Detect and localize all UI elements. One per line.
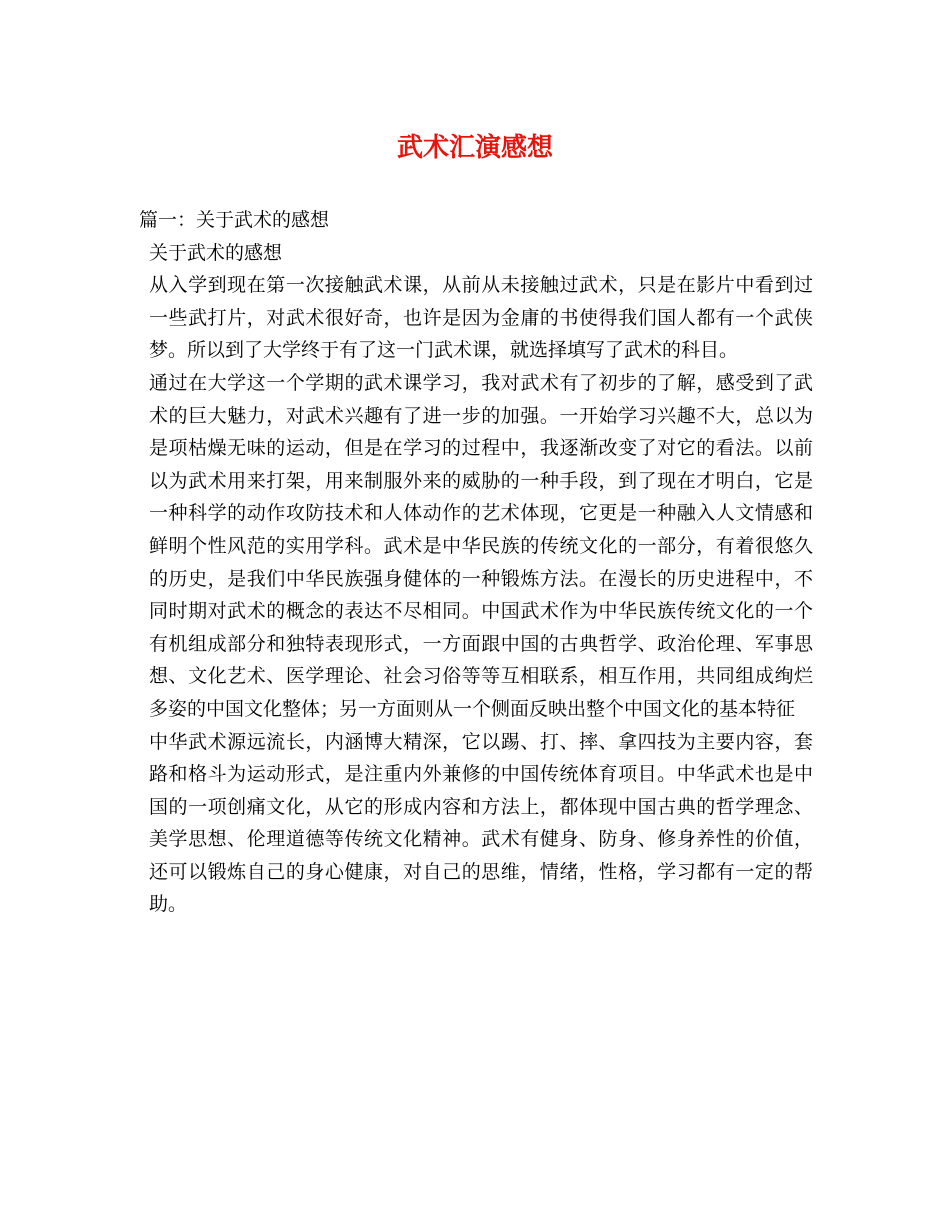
body-paragraph: 通过在大学这一个学期的武术课学习，我对武术有了初步的了解，感受到了武术的巨大魅力，对武术兴趣有了进一步的加强。一开始学习兴趣不大，总以为是项枯燥无味的运动，但是在学习的过程中，我逐渐改变了对它的看法。以前以为武术用来打架，用来制服外来的威胁的一种手段，到了现在才明白，它是一种科学的动作攻防技术和人体动作的艺术体现，它更是一种融入人文情感和鲜明个性风范的实用学科。武术是中华民族的传统文化的一部分，有着很悠久的历史，是我们中华民族强身健体的一种锻炼方法。在漫长的历史进程中，不同时期对武术的概念的表达不尽相同。中国武术作为中华民族传统文化的一个有机组成部分和独特表现形式，一方面跟中国的古典哲学、政治伦理、军事思想、文化艺术、医学理论、社会习俗等等互相联系，相互作用，共同组成绚烂多姿的中国文化整体；另一方面则从一个侧面反映出整个中国文化的基本特征 bbox=[149, 371, 813, 720]
document-title: 武术汇演感想 bbox=[396, 133, 553, 163]
section-heading: 篇一：关于武术的感想 bbox=[139, 209, 330, 231]
document-body bbox=[139, 204, 813, 921]
body-paragraph: 中华武术源远流长，内涵博大精深，它以踢、打、摔、拿四技为主要内容，套路和格斗为运动形式，是注重内外兼修的中国传统体育项目。中华武术也是中国的一项创痛文化，从它的形成内容和方法上，都体现中国古典的哲学理念、美学思想、伦理道德等传统文化精神。武术有健身、防身、修身养性的价值，还可以锻炼自己的身心健康，对自己的思维，情绪，性格，学习都有一定的帮助。 bbox=[149, 730, 813, 916]
subsection-heading: 关于武术的感想 bbox=[149, 241, 283, 264]
body-paragraph: 从入学到现在第一次接触武术课，从前从未接触过武术，只是在影片中看到过一些武打片，对武术很好奇，也许是因为金庸的书使得我们国人都有一个武侠梦。所以到了大学终于有了这一门武术课，就选择填写了武术的科目。 bbox=[149, 274, 813, 362]
